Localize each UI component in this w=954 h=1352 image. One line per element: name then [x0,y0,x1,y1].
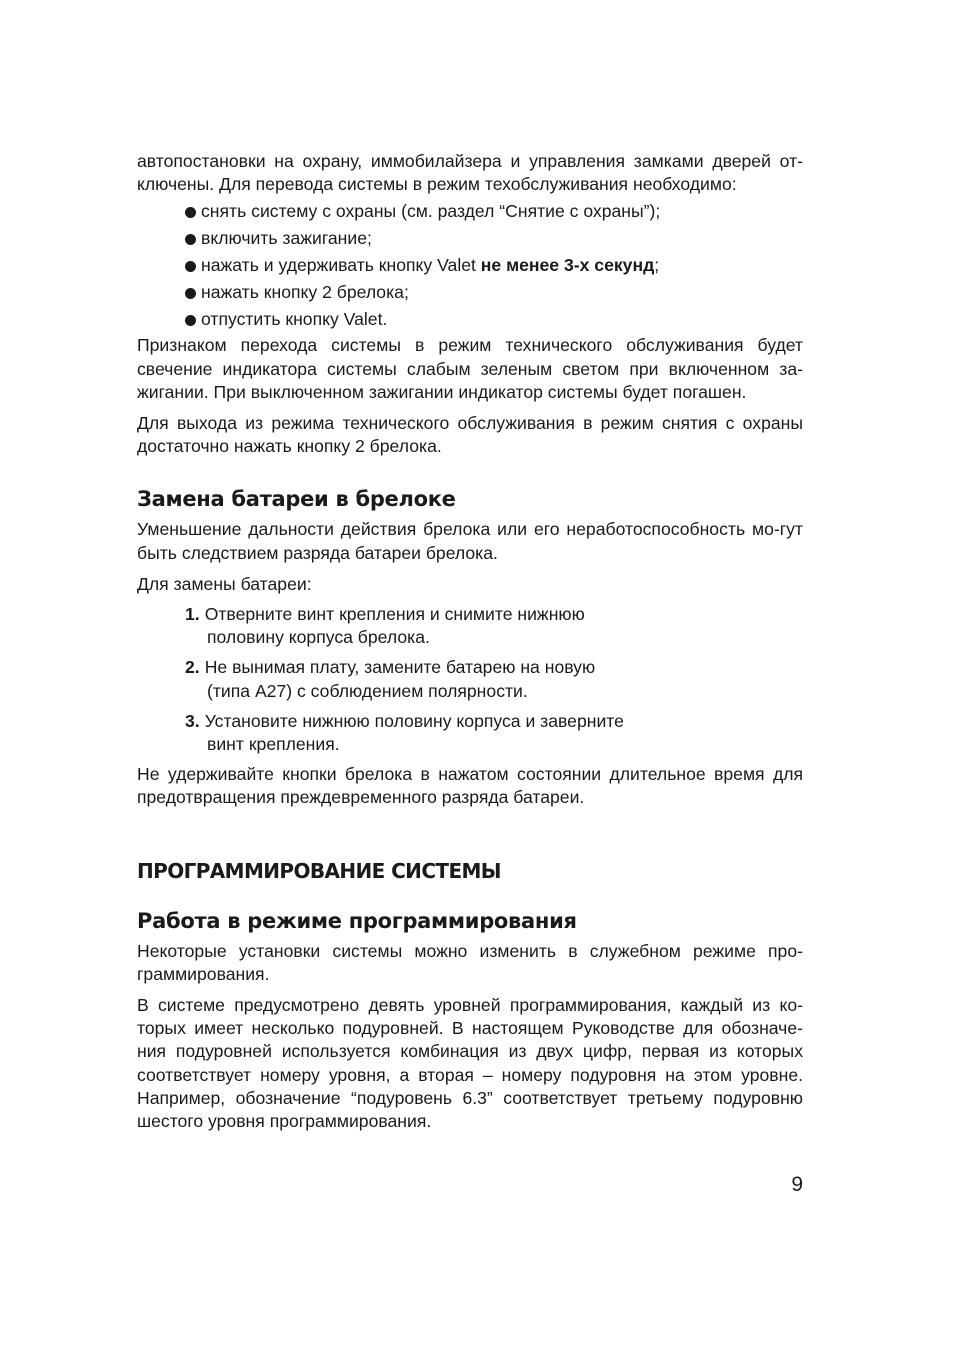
maintenance-indicator-paragraph: Признаком перехода системы в режим технического обслуживания будет свечение индикатора системы слабым зеленым светом при включенном за-жигании. При выключенном зажигании индикатор системы будет погашен. [137,335,803,402]
section-heading-programming-mode: Работа в режиме программирования [137,908,577,933]
list-item: отпустить кнопку Valet. [185,308,803,331]
battery-paragraph: Уменьшение дальности действия брелока или его неработоспособность мо-гут быть следствием разряда батареи брелока. [137,519,803,563]
battery-steps-list [185,603,665,756]
bullet-icon [185,234,196,245]
maintenance-exit-paragraph: Для выхода из режима технического обслуживания в режим снятия с охраны достаточно нажать кнопку 2 брелока. [137,413,803,457]
battery-replace-intro: Для замены батареи: [137,573,312,594]
page-number: 9 [791,1173,803,1196]
emphasis-text: не менее 3-х секунд [480,255,655,275]
chapter-heading-programming: ПРОГРАММИРОВАНИЕ СИСТЕМЫ [137,858,501,883]
intro-paragraph: автопостановки на охрану, иммобилайзера и управления замками дверей от-ключены. Для перевода системы в режим техобслуживания необходимо: [137,151,803,195]
list-item: нажать кнопку 2 брелока; [185,281,803,304]
list-item: 1. Отверните винт крепления и снимите нижнюю половину корпуса брелока. [185,604,585,648]
bullet-icon [185,288,196,299]
section-heading-battery: Замена батареи в брелоке [137,487,456,512]
bullet-icon [185,315,196,326]
maintenance-steps-list [185,200,803,330]
page-content [137,150,803,1133]
bullet-icon [185,207,196,218]
list-item: 2. Не вынимая плату, замените батарею на новую (типа A27) с соблюдением полярности. [185,657,596,701]
list-item: снять систему с охраны (см. раздел “Снятие с охраны”); [185,200,803,223]
battery-warning-paragraph: Не удерживайте кнопки брелока в нажатом состоянии длительное время для предотвращения преждевременного разряда батареи. [137,764,803,808]
list-item: нажать и удерживать кнопку Valet не менее 3-х секунд; [185,254,803,277]
list-item: включить зажигание; [185,227,803,250]
programming-levels-paragraph: В системе предусмотрено девять уровней программирования, каждый из ко-торых имеет несколько подуровней. В настоящем Руководстве для обозначе-ния подуровней используется комбинация из двух цифр, первая из которых соответствует номеру уровня, а вторая – номеру подуровня на этом уровне. Например, обозначение “подуровень 6.3” соответствует третьему подуровню шестого уровня программирования. [137,995,803,1132]
programming-paragraph: Некоторые установки системы можно изменить в служебном режиме про-граммирования. [137,940,803,984]
list-item: 3. Установите нижнюю половину корпуса и заверните винт крепления. [185,710,624,755]
bullet-icon [185,261,196,272]
